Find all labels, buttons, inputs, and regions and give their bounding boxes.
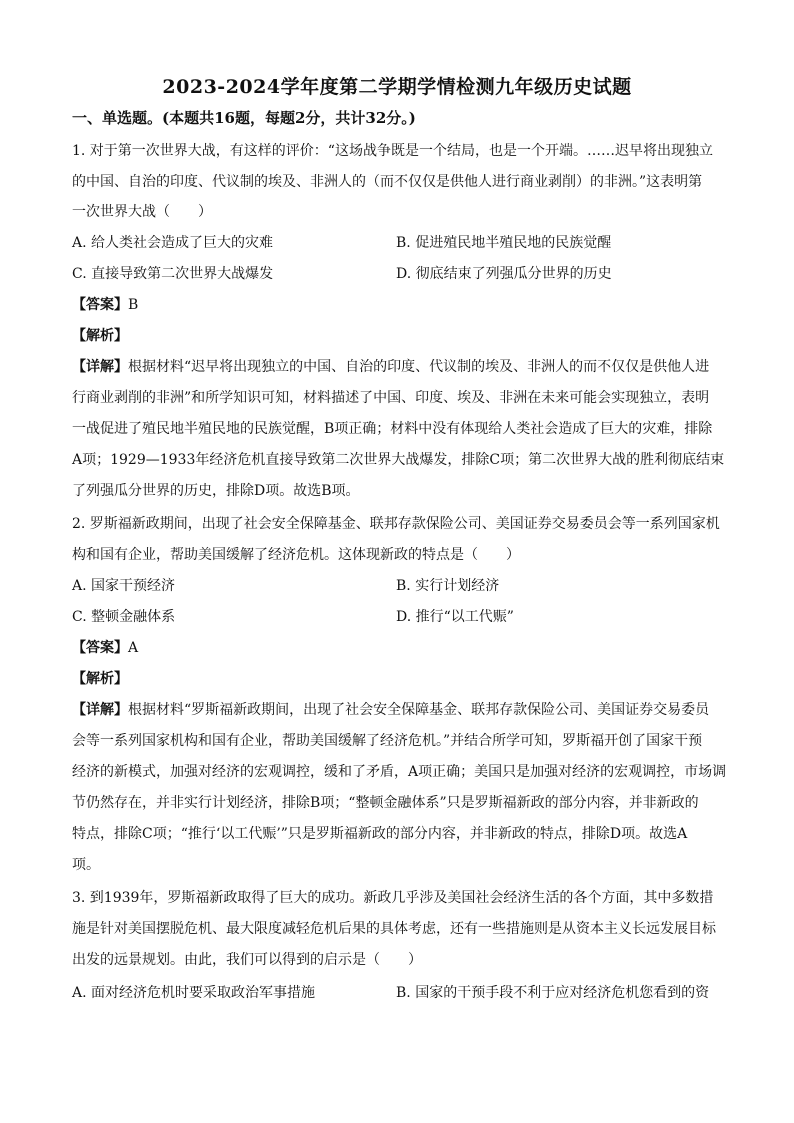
q1-option-a: A. 给人类社会造成了巨大的灾难: [72, 235, 274, 251]
answer-value: B: [128, 297, 139, 313]
q2-option-d: D. 推行“以工代赈”: [396, 609, 514, 625]
q2-option-a: A. 国家干预经济: [72, 578, 176, 594]
q1-detail-line: 行商业剥削的非洲”和所学知识可知，材料描述了中国、印度、埃及、非洲在未来可能会实现独立，表明: [72, 390, 710, 406]
q2-analysis-tag: 【解析】: [72, 671, 128, 687]
q2-detail-line: [72, 700, 732, 720]
answer-value: A: [128, 640, 139, 656]
q1-stem-line: 的中国、自治的印度、代议制的埃及、非洲人的（而不仅仅是供他人进行商业剥削）的非洲。”这表明第: [72, 174, 703, 190]
q1-detail-line: A项；1929—1933年经济危机直接导致第二次世界大战爆发，排除C项；第二次世界大战的胜利彻底结束: [72, 452, 725, 468]
q1-option-b: B. 促进殖民地半殖民地的民族觉醒: [396, 235, 612, 251]
q1-detail-line: 了列强瓜分世界的历史，排除D项。故选B项。: [72, 483, 360, 499]
q2-option-b: B. 实行计划经济: [396, 578, 500, 594]
q2-option-c: C. 整顿金融体系: [72, 609, 176, 625]
q1-option-d: D. 彻底结束了列强瓜分世界的历史: [396, 266, 612, 282]
q1-detail-line: 一战促进了殖民地半殖民地的民族觉醒，B项正确；材料中没有体现给人类社会造成了巨大的灾难，排除: [72, 421, 713, 437]
answer-tag: 【答案】: [72, 297, 128, 313]
q2-stem-line: 2. 罗斯福新政期间，出现了社会安全保障基金、联邦存款保险公司、美国证券交易委员会等一系列国家机: [72, 516, 720, 532]
q2-detail-line: 经济的新模式，加强对经济的宏观调控，缓和了矛盾，A项正确；美国只是加强对经济的宏观调控，市场调: [72, 764, 727, 780]
q2-detail-line: 节仍然存在，并非实行计划经济，排除B项；“整顿金融体系”只是罗斯福新政的部分内容，并非新政的: [72, 795, 699, 811]
q3-option-a: A. 面对经济危机时要采取政治军事措施: [72, 985, 316, 1001]
q1-analysis-tag: 【解析】: [72, 328, 128, 344]
detail-text: 根据材料“迟早将出现独立的中国、自治的印度、代议制的埃及、非洲人的而不仅仅是供他人进: [128, 359, 710, 375]
q1-stem-line: 一次世界大战（ ）: [72, 204, 212, 220]
q3-stem-line: 3. 到1939年，罗斯福新政取得了巨大的成功。新政几乎涉及美国社会经济生活的各个方面，其中多数措: [72, 890, 714, 906]
q1-option-c: C. 直接导致第二次世界大战爆发: [72, 266, 274, 282]
q2-detail-line: 会等一系列国家机构和国有企业，帮助美国缓解了经济危机。”并结合所学可知，罗斯福开创了国家干预: [72, 733, 703, 749]
q2-stem-line: 构和国有企业，帮助美国缓解了经济危机。这体现新政的特点是（ ）: [72, 547, 520, 563]
q2-detail-line: 项。: [72, 857, 100, 873]
q3-stem-line: 出发的远景规划。由此，我们可以得到的启示是（ ）: [72, 952, 422, 968]
detail-tag: 【详解】: [72, 359, 128, 375]
q1-answer: [72, 295, 732, 315]
detail-tag: 【详解】: [72, 702, 128, 718]
answer-tag: 【答案】: [72, 640, 128, 656]
section-heading: 一、单选题。(本题共16题，每题2分，共计32分。): [72, 109, 416, 127]
q2-detail-line: 特点，排除C项；“推行‘以工代赈’”只是罗斯福新政的部分内容，并非新政的特点，排除D项。故选A: [72, 826, 688, 842]
q3-option-b: B. 国家的干预手段不利于应对经济危机您看到的资: [396, 985, 710, 1001]
page-title: 2023-2024学年度第二学期学情检测九年级历史试题: [162, 76, 632, 98]
detail-text: 根据材料“罗斯福新政期间，出现了社会安全保障基金、联邦存款保险公司、美国证券交易委员: [128, 702, 710, 718]
q2-answer: [72, 638, 732, 658]
q1-detail-line: [72, 357, 732, 377]
q1-stem-line: 1. 对于第一次世界大战，有这样的评价：“这场战争既是一个结局，也是一个开端。……迟早将出现独立: [72, 143, 713, 159]
q3-stem-line: 施是针对美国摆脱危机、最大限度减轻危机后果的具体考虑，还有一些措施则是从资本主义长远发展目标: [72, 921, 716, 937]
